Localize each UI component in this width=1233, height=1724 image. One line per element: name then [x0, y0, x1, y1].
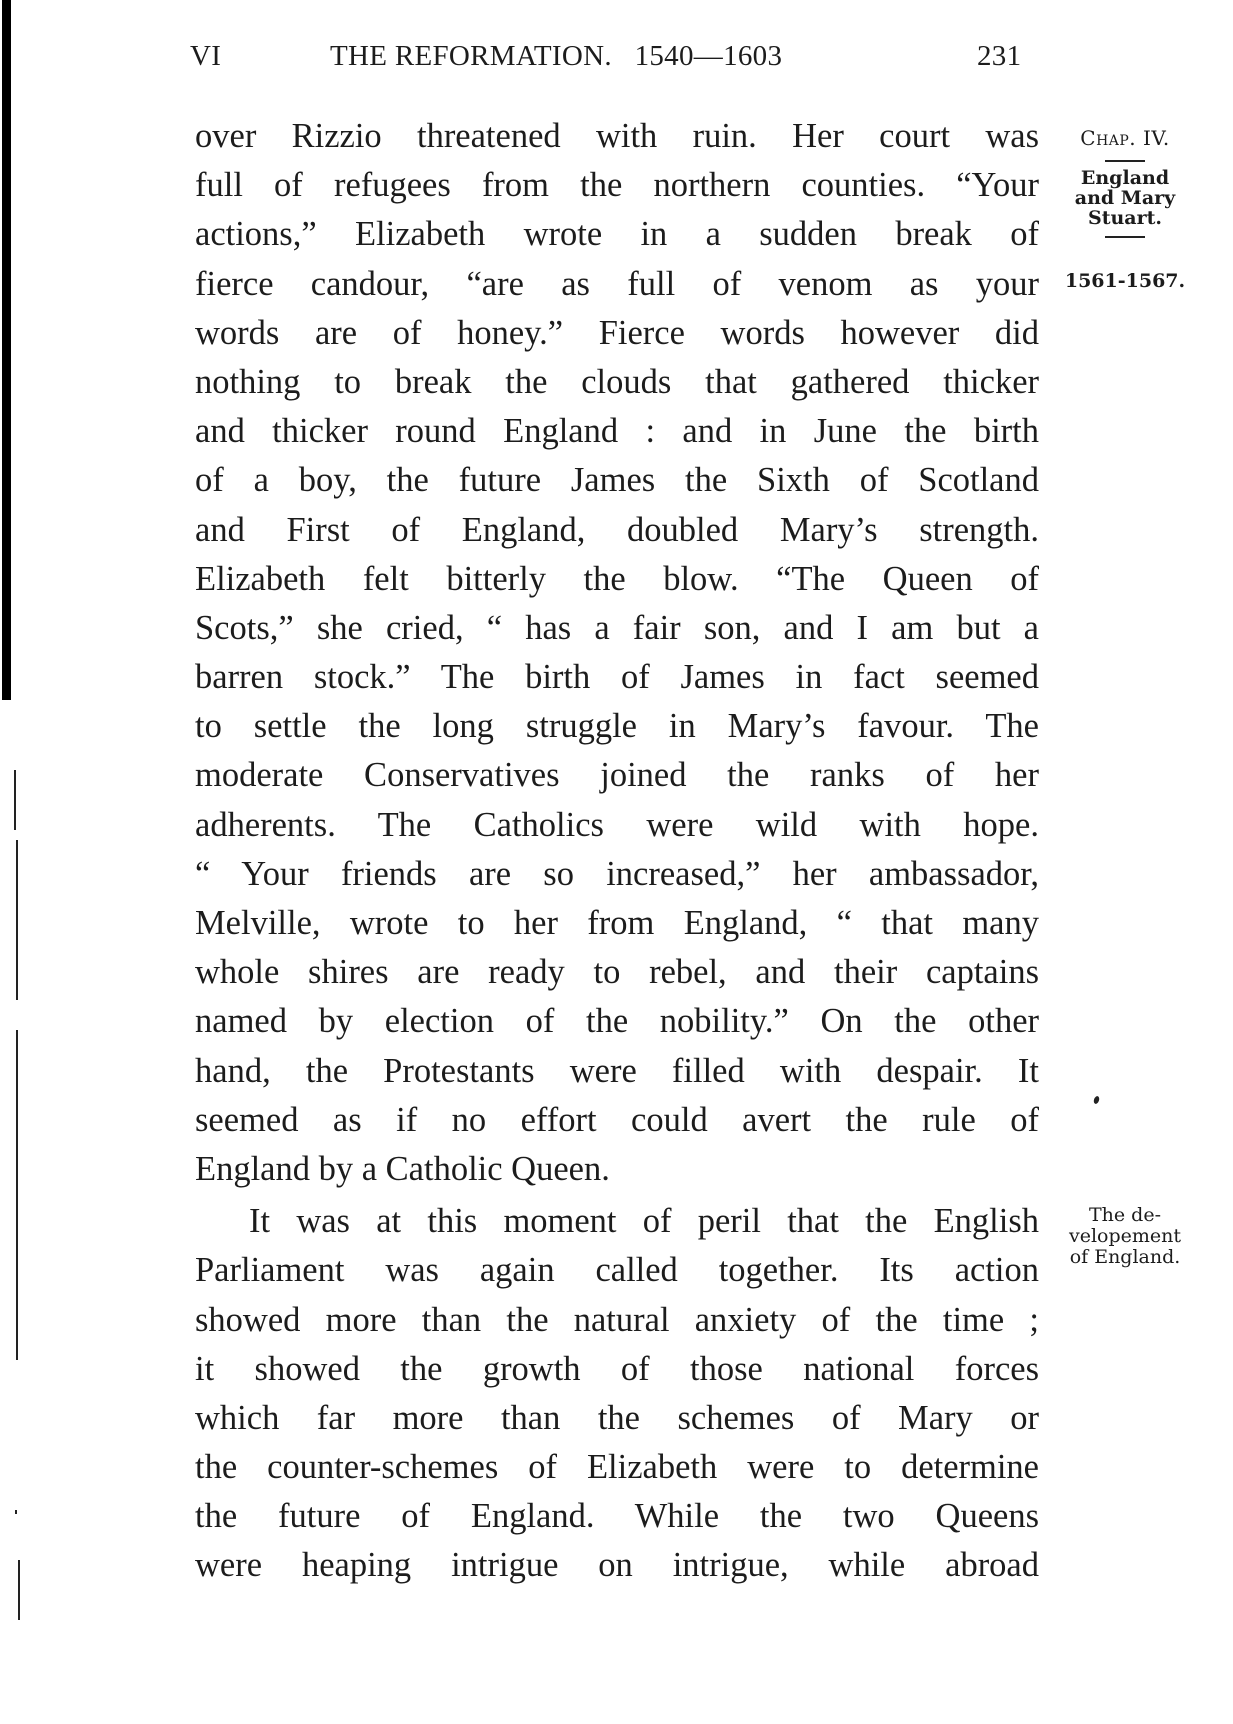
- binding-shadow: [2, 0, 11, 700]
- text-line: over Rizzio threatened with ruin. Her court was: [195, 117, 1039, 155]
- binding-mark: [16, 1030, 18, 1360]
- text-line: full of refugees from the northern counties. “Your: [195, 166, 1039, 205]
- development-note-line: velopement: [1068, 1225, 1182, 1247]
- text-line: Melville, wrote to her from England, “ that many: [195, 904, 1039, 942]
- text-line: showed more than the natural anxiety of the time ;: [195, 1300, 1039, 1339]
- text-line: the counter-schemes of Elizabeth were to determine: [195, 1448, 1039, 1487]
- text-line: England by a Catholic Queen.: [195, 1149, 610, 1188]
- dates-note: 1561-1567.: [1064, 270, 1186, 292]
- text-line: barren stock.” The birth of James in fact seemed: [195, 658, 1039, 697]
- subject-note-line: and Mary: [1074, 187, 1176, 209]
- binding-edge: [0, 0, 16, 1724]
- binding-mark: [14, 770, 16, 830]
- margin-rule: [1105, 160, 1145, 162]
- text-line: hand, the Protestants were filled with despair. It: [195, 1051, 1039, 1090]
- binding-mark: [15, 1510, 17, 1514]
- running-head: [190, 40, 1030, 80]
- text-line: actions,” Elizabeth wrote in a sudden break of: [195, 215, 1039, 254]
- text-line: Elizabeth felt bitterly the blow. “The Queen of: [195, 559, 1039, 598]
- text-line: were heaping intrigue on intrigue, while abroad: [195, 1546, 1039, 1585]
- text-line: moderate Conservatives joined the ranks of her: [195, 756, 1039, 795]
- text-line: adherents. The Catholics were wild with hope.: [195, 805, 1039, 844]
- subject-note: [1050, 168, 1200, 228]
- text-line: it showed the growth of those national forces: [195, 1349, 1039, 1388]
- text-line: of a boy, the future James the Sixth of Scotland: [195, 461, 1039, 500]
- body-text: [195, 112, 1039, 1591]
- binding-mark: [18, 1560, 20, 1620]
- development-note: [1050, 1205, 1200, 1268]
- subject-note-line: England: [1080, 167, 1170, 189]
- volume-number: VI: [190, 40, 222, 72]
- text-line: seemed as if no effort could avert the rule of: [195, 1100, 1039, 1139]
- text-line: Parliament was again called together. Its action: [195, 1251, 1039, 1290]
- margin-rule: [1105, 236, 1145, 238]
- ink-speck: [1093, 1095, 1100, 1104]
- text-line: whole shires are ready to rebel, and their captains: [195, 953, 1039, 992]
- page-number: 231: [977, 40, 1022, 72]
- subject-note-line: Stuart.: [1087, 207, 1163, 229]
- text-line: words are of honey.” Fierce words however did: [195, 313, 1039, 352]
- text-line: to settle the long struggle in Mary’s favour. The: [195, 707, 1039, 746]
- running-title: THE REFORMATION. 1540—1603: [330, 40, 783, 72]
- text-line: the future of England. While the two Queens: [195, 1497, 1039, 1536]
- text-line: and First of England, doubled Mary’s strength.: [195, 510, 1039, 549]
- text-line: which far more than the schemes of Mary or: [195, 1398, 1039, 1437]
- binding-mark: [16, 840, 18, 1000]
- text-line: nothing to break the clouds that gathered thicker: [195, 362, 1039, 401]
- chapter-note: Chap. IV.: [1080, 126, 1170, 150]
- development-note-line: of England.: [1069, 1246, 1181, 1268]
- text-line: named by election of the nobility.” On the other: [195, 1002, 1039, 1041]
- text-line: and thicker round England : and in June the birth: [195, 412, 1039, 451]
- text-line: Scots,” she cried, “ has a fair son, and I am but a: [195, 608, 1039, 647]
- paragraph-first-line: It was at this moment of peril that the English: [249, 1202, 1039, 1241]
- text-line: fierce candour, “are as full of venom as your: [195, 264, 1039, 303]
- text-line: “ Your friends are so increased,” her ambassador,: [195, 854, 1039, 893]
- development-note-line: The de-: [1088, 1204, 1162, 1226]
